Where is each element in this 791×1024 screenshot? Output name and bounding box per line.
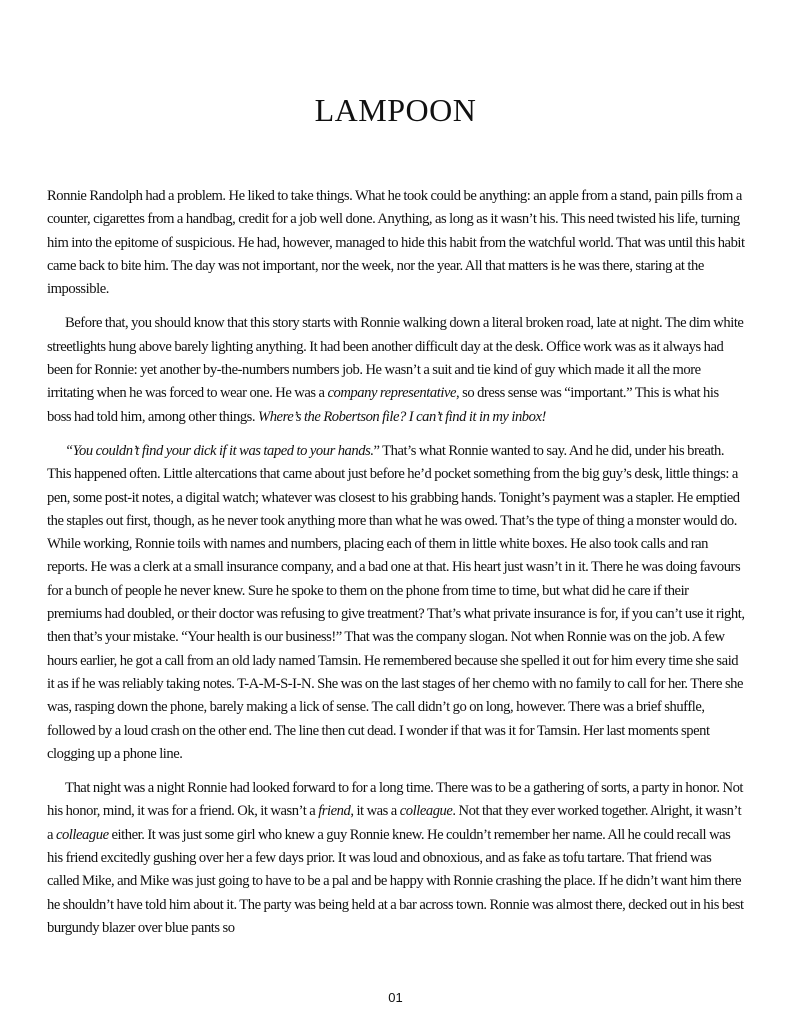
italic-text-run: “You couldn’t find your dick if it was taped to your hands. bbox=[65, 442, 374, 459]
text-run: , it was a bbox=[350, 803, 400, 820]
text-run: That night was a night Ronnie had looked forward to for a long time. There was to be a gathering of sorts, a party in honor. Not his honor, mind, it was for a friend. Ok, it wasn’t a bbox=[47, 780, 744, 820]
paragraph-4 bbox=[47, 777, 745, 940]
text-run: , so dress sense was “important.” This is what his boss had told him, among other things. bbox=[47, 385, 719, 425]
italic-text-run: colleague bbox=[399, 803, 453, 820]
italic-text-run: friend bbox=[318, 803, 351, 820]
italic-text-run: colleague bbox=[55, 826, 109, 843]
paragraph-3 bbox=[47, 440, 745, 766]
text-run: Ronnie Randolph had a problem. He liked to take things. What he took could be anything: an apple from a stand, pain pills from a counter, cigarettes from a handbag, credit for a job well done. Anything, as long as it wasn’t his. This need twisted his life, turning him into the epitome of suspicious. He had, however, managed to hide this habit from the watchful world. That was until this habit came back to bite him. The day was not important, nor the week, nor the year. All that matters is he was there, staring at the impossible. bbox=[47, 188, 745, 298]
story-body bbox=[47, 185, 745, 951]
page-number: 01 bbox=[388, 990, 403, 1005]
paragraph-1 bbox=[47, 185, 745, 301]
document-title: LAMPOON bbox=[314, 92, 477, 128]
text-run: either. It was just some girl who knew a guy Ronnie knew. He couldn’t remember her name. All he could recall was his friend excitedly gushing over her a few days prior. It was loud and obnoxious, and as fake as tofu tartare. That friend was called Mike, and Mike was just going to have to be a pal and be happy with Ronnie crashing the place. If he didn’t want him there he shouldn’t have told him about it. The party was being held at a bar across town. Ronnie was almost there, decked out in his best burgundy blazer over blue pants so bbox=[47, 826, 744, 936]
text-run: ” That’s what Ronnie wanted to say. And he did, under his breath. This happened often. Little altercations that came about just before he’d pocket something from the big guy’s desk, little things: a pen, some post-it notes, a digital watch; whatever was closest to his grabbing hands. Tonight’s payment was a stapler. He emptied the staples out first, though, as he never took anything more than what he was owed. That’s the type of thing a monster would do. While working, Ronnie toils with names and numbers, placing each of them in little white boxes. He also took calls and ran reports. He was a clerk at a small insurance company, and a bad one at that. His heart just wasn’t in it. There he was doing favours for a bunch of people he never knew. Sure he spoke to them on the phone from time to time, but what did he care if their premiums had doubled, or their doctor was refusing to give treatment? That’s what private insurance is for, if you can’t use it right, then that’s your mistake. “Your health is our business!” That was the company slogan. Not when Ronnie was on the job. A few hours earlier, he got a call from an old lady named Tamsin. He remembered because she spelled it out for him every time she said it as if he was reliably taking notes. T-A-M-S-I-N. She was on the last stages of her chemo with no family to call for her. There she was, rasping down the phone, barely making a lick of sense. The call didn’t go on long, however. There was a brief shuffle, followed by a loud crash on the other end. The line then cut dead. I wonder if that was it for Tamsin. Her last moments spent clogging up a phone line. bbox=[47, 442, 745, 762]
text-run: . Not that they ever worked together. Alright, it wasn’t a bbox=[47, 803, 742, 843]
paragraph-2 bbox=[47, 312, 745, 428]
italic-text-run: company representative bbox=[327, 385, 456, 402]
text-run: Before that, you should know that this story starts with Ronnie walking down a literal broken road, late at night. The dim white streetlights hung above barely lighting anything. It had been another difficult day at the desk. Office work was as it always had been for Ronnie: yet another by-the-numbers numbers job. He wasn’t a suit and tie kind of guy which made it all the more irritating when he was forced to wear one. He was a bbox=[47, 315, 744, 402]
italic-text-run: Where’s the Robertson file? I can’t find it in my inbox! bbox=[258, 408, 546, 425]
